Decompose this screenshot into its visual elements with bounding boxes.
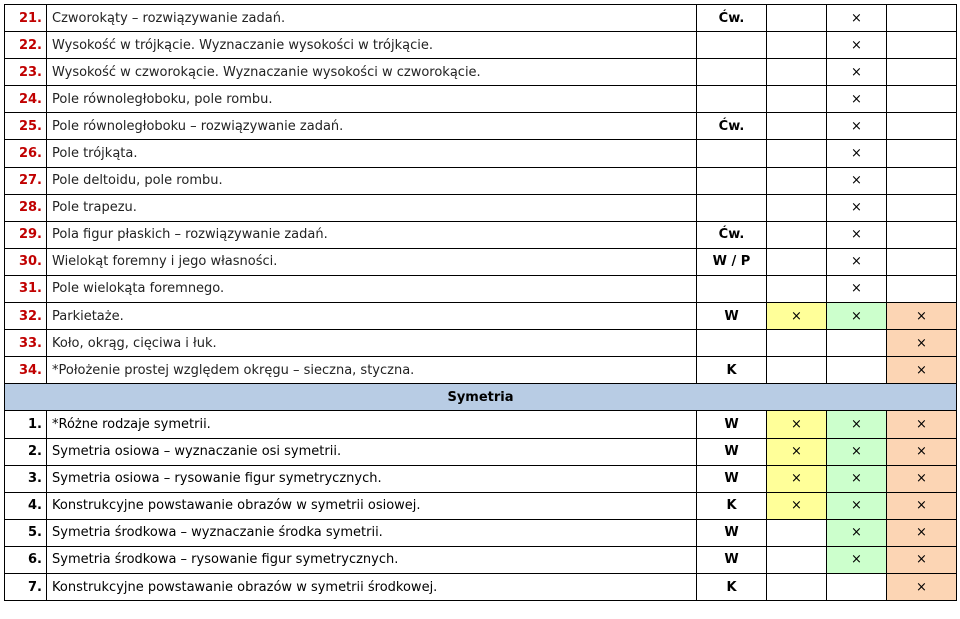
lesson-number: 34. [5, 357, 47, 384]
level-mark-1 [767, 275, 827, 302]
lesson-topic: Wysokość w trójkącie. Wyznaczanie wysokości w trójkącie. [47, 32, 697, 59]
level-mark-3 [887, 221, 957, 248]
level-mark-3: × [887, 330, 957, 357]
level-mark-3: × [887, 465, 957, 492]
lesson-type-code: W [697, 411, 767, 438]
level-mark-3 [887, 275, 957, 302]
lesson-type-code: K [697, 357, 767, 384]
lesson-type-code [697, 86, 767, 113]
table-row [5, 357, 957, 384]
lesson-number: 24. [5, 86, 47, 113]
table-row [5, 438, 957, 465]
lesson-topic: Symetria środkowa – wyznaczanie środka symetrii. [47, 519, 697, 546]
lesson-type-code [697, 167, 767, 194]
level-mark-1 [767, 59, 827, 86]
level-mark-3 [887, 32, 957, 59]
level-mark-3: × [887, 546, 957, 573]
lesson-topic: Konstrukcyjne powstawanie obrazów w symetrii środkowej. [47, 573, 697, 600]
level-mark-1 [767, 519, 827, 546]
lesson-number: 5. [5, 519, 47, 546]
level-mark-1 [767, 167, 827, 194]
lesson-number: 31. [5, 275, 47, 302]
table-row [5, 519, 957, 546]
table-row [5, 492, 957, 519]
table-row [5, 32, 957, 59]
level-mark-1: × [767, 411, 827, 438]
lesson-number: 7. [5, 573, 47, 600]
level-mark-2: × [827, 167, 887, 194]
lesson-type-code: Ćw. [697, 221, 767, 248]
level-mark-2: × [827, 5, 887, 32]
lesson-topic: Symetria osiowa – wyznaczanie osi symetrii. [47, 438, 697, 465]
level-mark-2: × [827, 492, 887, 519]
table-row [5, 411, 957, 438]
table-row [5, 546, 957, 573]
level-mark-1 [767, 330, 827, 357]
lesson-type-code [697, 59, 767, 86]
table-row [5, 330, 957, 357]
level-mark-2: × [827, 465, 887, 492]
lesson-topic: Wysokość w czworokącie. Wyznaczanie wysokości w czworokącie. [47, 59, 697, 86]
level-mark-1 [767, 113, 827, 140]
section-header: Symetria [5, 384, 957, 411]
level-mark-1 [767, 248, 827, 275]
level-mark-2: × [827, 32, 887, 59]
table-row [5, 275, 957, 302]
lesson-type-code [697, 140, 767, 167]
level-mark-3: × [887, 357, 957, 384]
lesson-type-code: W [697, 303, 767, 330]
table-row [5, 221, 957, 248]
lesson-type-code: W [697, 519, 767, 546]
level-mark-3 [887, 194, 957, 221]
lesson-number: 22. [5, 32, 47, 59]
lesson-topic: Pole wielokąta foremnego. [47, 275, 697, 302]
level-mark-2 [827, 357, 887, 384]
level-mark-1 [767, 5, 827, 32]
lesson-number: 33. [5, 330, 47, 357]
level-mark-2: × [827, 140, 887, 167]
level-mark-2 [827, 573, 887, 600]
lesson-number: 29. [5, 221, 47, 248]
table-row [5, 86, 957, 113]
level-mark-3 [887, 86, 957, 113]
table-row [5, 140, 957, 167]
level-mark-1 [767, 221, 827, 248]
level-mark-2: × [827, 275, 887, 302]
level-mark-3: × [887, 573, 957, 600]
lesson-number: 27. [5, 167, 47, 194]
lesson-type-code [697, 330, 767, 357]
lesson-topic: Symetria środkowa – rysowanie figur symetrycznych. [47, 546, 697, 573]
lesson-number: 25. [5, 113, 47, 140]
level-mark-2: × [827, 59, 887, 86]
level-mark-2: × [827, 546, 887, 573]
lesson-type-code [697, 194, 767, 221]
level-mark-1: × [767, 465, 827, 492]
lesson-topic: Pole równoległoboku – rozwiązywanie zadań. [47, 113, 697, 140]
lesson-type-code: W [697, 438, 767, 465]
lesson-number: 28. [5, 194, 47, 221]
level-mark-2 [827, 330, 887, 357]
table-row [5, 59, 957, 86]
curriculum-table [4, 4, 957, 601]
lesson-number: 21. [5, 5, 47, 32]
section-header-row [5, 384, 957, 411]
level-mark-1 [767, 357, 827, 384]
lesson-number: 6. [5, 546, 47, 573]
level-mark-1 [767, 86, 827, 113]
lesson-topic: Pola figur płaskich – rozwiązywanie zadań. [47, 221, 697, 248]
level-mark-2: × [827, 86, 887, 113]
level-mark-1: × [767, 438, 827, 465]
level-mark-3: × [887, 438, 957, 465]
table-row [5, 5, 957, 32]
lesson-topic: Czworokąty – rozwiązywanie zadań. [47, 5, 697, 32]
level-mark-1: × [767, 303, 827, 330]
lesson-number: 30. [5, 248, 47, 275]
level-mark-2: × [827, 248, 887, 275]
level-mark-2: × [827, 438, 887, 465]
level-mark-2: × [827, 411, 887, 438]
lesson-type-code: Ćw. [697, 113, 767, 140]
lesson-number: 23. [5, 59, 47, 86]
level-mark-3 [887, 5, 957, 32]
level-mark-3 [887, 167, 957, 194]
level-mark-3: × [887, 492, 957, 519]
lesson-topic: Pole trapezu. [47, 194, 697, 221]
table-row [5, 573, 957, 600]
table-row [5, 167, 957, 194]
lesson-number: 1. [5, 411, 47, 438]
lesson-type-code: W [697, 465, 767, 492]
lesson-type-code: W / P [697, 248, 767, 275]
lesson-type-code: K [697, 573, 767, 600]
lesson-number: 2. [5, 438, 47, 465]
level-mark-2: × [827, 113, 887, 140]
level-mark-2: × [827, 303, 887, 330]
table-row [5, 303, 957, 330]
lesson-topic: Koło, okrąg, cięciwa i łuk. [47, 330, 697, 357]
lesson-topic: Pole równoległoboku, pole rombu. [47, 86, 697, 113]
lesson-number: 3. [5, 465, 47, 492]
table-row [5, 465, 957, 492]
table-row [5, 194, 957, 221]
table-row [5, 113, 957, 140]
lesson-topic: Pole trójkąta. [47, 140, 697, 167]
level-mark-2: × [827, 194, 887, 221]
level-mark-1 [767, 32, 827, 59]
level-mark-1: × [767, 492, 827, 519]
level-mark-3 [887, 248, 957, 275]
lesson-type-code [697, 275, 767, 302]
level-mark-3: × [887, 411, 957, 438]
lesson-topic: Parkietaże. [47, 303, 697, 330]
lesson-type-code [697, 32, 767, 59]
level-mark-2: × [827, 221, 887, 248]
level-mark-2: × [827, 519, 887, 546]
lesson-type-code: K [697, 492, 767, 519]
lesson-topic: Konstrukcyjne powstawanie obrazów w symetrii osiowej. [47, 492, 697, 519]
level-mark-3: × [887, 519, 957, 546]
level-mark-1 [767, 140, 827, 167]
lesson-topic: Pole deltoidu, pole rombu. [47, 167, 697, 194]
lesson-number: 4. [5, 492, 47, 519]
lesson-number: 32. [5, 303, 47, 330]
level-mark-1 [767, 546, 827, 573]
level-mark-1 [767, 573, 827, 600]
lesson-type-code: W [697, 546, 767, 573]
level-mark-3: × [887, 303, 957, 330]
level-mark-1 [767, 194, 827, 221]
lesson-topic: *Różne rodzaje symetrii. [47, 411, 697, 438]
lesson-topic: Symetria osiowa – rysowanie figur symetrycznych. [47, 465, 697, 492]
level-mark-3 [887, 140, 957, 167]
level-mark-3 [887, 59, 957, 86]
level-mark-3 [887, 113, 957, 140]
table-row [5, 248, 957, 275]
lesson-type-code: Ćw. [697, 5, 767, 32]
lesson-topic: *Położenie prostej względem okręgu – sieczna, styczna. [47, 357, 697, 384]
lesson-topic: Wielokąt foremny i jego własności. [47, 248, 697, 275]
lesson-number: 26. [5, 140, 47, 167]
